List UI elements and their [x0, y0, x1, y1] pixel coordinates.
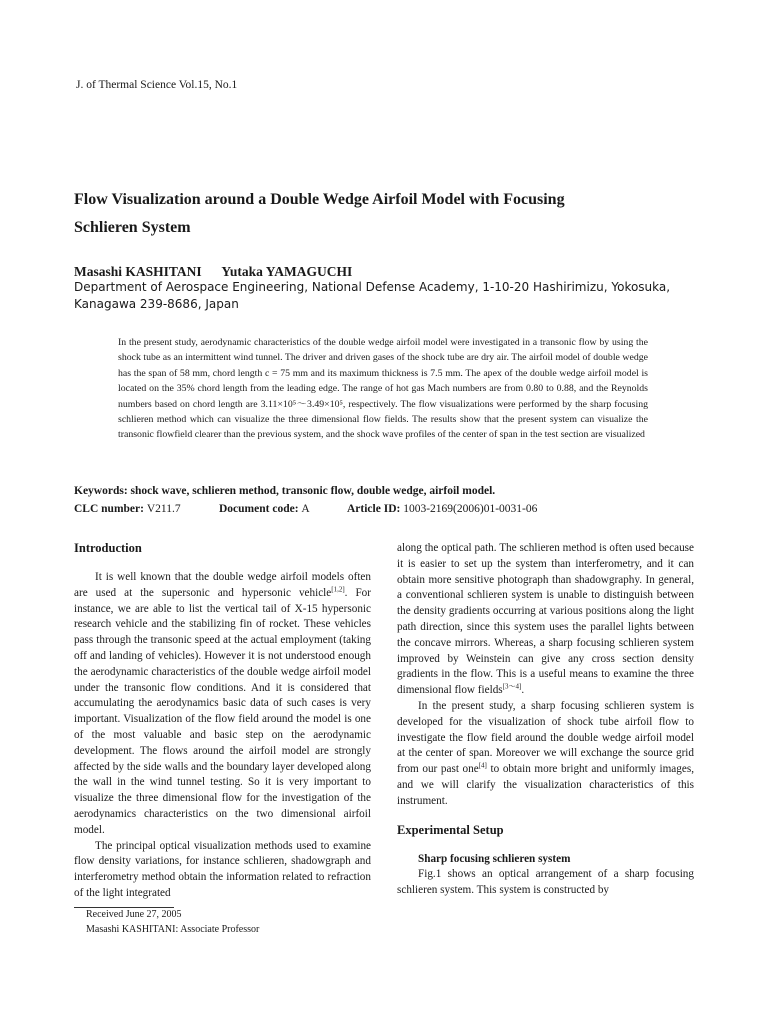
right-paragraph-1	[397, 541, 694, 699]
title-line-2: Schlieren System	[74, 219, 191, 236]
keywords-label: Keywords:	[74, 485, 128, 497]
right-p1-text-a: along the optical path. The schlieren method is often used because it is easier to set up the system than interferometry, and it can obtain more sensitive photograph than shadowgraphy. In general, a conventional schlieren system is unable to distinguish between the density gradients occurring at various positions along the light path direction, since this system uses the parallel lights between the concave mirrors. Whereas, a sharp focusing schlieren system improved by Weinstein can give any cross section density gradients in the flow. This is a useful means to examine the three dimensional flow fields	[397, 542, 694, 697]
affiliation-line-2: Kanagawa 239-8686, Japan	[74, 297, 239, 311]
intro-paragraph-2: The principal optical visualization methods used to examine flow density variations, for instance schlieren, shadowgraph and interferometry method obtain the information related to refraction of the light integrated	[74, 839, 371, 899]
doc-code-label: Document code:	[219, 503, 299, 515]
keywords-line	[74, 485, 694, 497]
footnote-author: Masashi KASHITANI: Associate Professor	[86, 924, 260, 935]
affiliation	[74, 279, 674, 313]
abstract: In the present study, aerodynamic characteristics of the double wedge airfoil model were investigated in a transonic flow by using the shock tube as an intermittent wind tunnel. The driver and driven gases of the shock tube are dry air. The airfoil model of double wedge has the span of 58 mm, chord length c = 75 mm and its maximum thickness is 7.5 mm. The apex of the double wedge airfoil model is located on the 35% chord length from the leading edge. The range of hot gas Mach numbers are from 0.80 to 0.88, and the Reynolds numbers based on chord length are 3.11×10⁵～3.49×10⁵, respectively. The flow visualizations were performed by the sharp focusing schlieren method which can visualize the three dimensional flow fields. The results show that the present system can visualize the transonic flowfield clearer than the previous system, and the shock wave profiles of the center of span in the test section are visualized	[118, 337, 648, 441]
experimental-setup-heading: Experimental Setup	[397, 822, 504, 837]
title-line-1: Flow Visualization around a Double Wedge Airfoil Model with Focusing	[74, 191, 565, 208]
affiliation-line-1: Department of Aerospace Engineering, National Defense Academy, 1-10-20 Hashirimizu, Yokosuka,	[74, 280, 671, 294]
right-p1-text-b: .	[521, 684, 525, 697]
author-2: Yutaka YAMAGUCHI	[221, 264, 353, 279]
right-p2-text-a: In the present study, a sharp focusing schlieren system is developed for the visualization of shock tube airfoil flow to investigate the flow field around the double wedge airfoil model at the center of span. Moreover we will exchange the source grid from our past one	[397, 699, 694, 776]
intro-p1-text-a: It is well known that the double wedge airfoil models often are used at the supersonic and hypersonic vehicle	[74, 571, 371, 599]
citation-1-2: [1,2]	[331, 585, 345, 594]
intro-p1-text-b: . For instance, we are able to list the vertical tail of X-15 hypersonic research vehicle and the stabilizing fin of rocket. These vehicles pass through the transonic speed at the actual employment (taking off and landing of vehicles). However it is not understood enough the aerodynamic characteristics of the double wedge airfoil model under the transonic flow conditions. And it is considered that accumulating the aerodynamics basic data of such cases is very important. Visualization of the flow field around the model is one of the most valuable and basic step on the aerodynamic development. The flows around the airfoil model are strongly affected by the side walls and the boundary layer developed along the wall in the wind tunnel testing. So it is very important to visualize the three dimensional flow for the investigation of the aerodynamics characteristics on the two dimensional airfoil model.	[74, 586, 372, 836]
author-1: Masashi KASHITANI	[74, 264, 202, 279]
intro-paragraph-1	[74, 570, 371, 839]
footnote-received: Received June 27, 2005	[86, 909, 182, 920]
left-column	[74, 540, 371, 902]
right-p2-text-b: to obtain more bright and uniformly images, and we will clarify the visualization characteristics of this instrument.	[397, 763, 694, 807]
introduction-heading: Introduction	[74, 541, 142, 555]
article-id-value: 1003-2169(2006)01-0031-06	[403, 503, 538, 515]
right-paragraph-2	[397, 699, 694, 810]
right-column	[397, 541, 694, 899]
keywords-text: shock wave, schlieren method, transonic flow, double wedge, airfoil model.	[130, 485, 496, 497]
paper-title	[74, 186, 694, 242]
citation-3-4: [3～4]	[502, 682, 522, 691]
journal-header: J. of Thermal Science Vol.15, No.1	[76, 79, 238, 91]
author-list	[74, 264, 352, 280]
clc-label: CLC number:	[74, 503, 144, 515]
sharp-focusing-subheading: Sharp focusing schlieren system	[418, 852, 571, 865]
citation-4: [4]	[478, 761, 487, 770]
article-id-label: Article ID:	[347, 503, 401, 515]
classification-line	[74, 503, 537, 515]
experimental-paragraph-1: Fig.1 shows an optical arrangement of a sharp focusing schlieren system. This system is constructed by	[397, 868, 694, 897]
doc-code-value: A	[301, 503, 310, 515]
clc-value: V211.7	[146, 503, 181, 515]
